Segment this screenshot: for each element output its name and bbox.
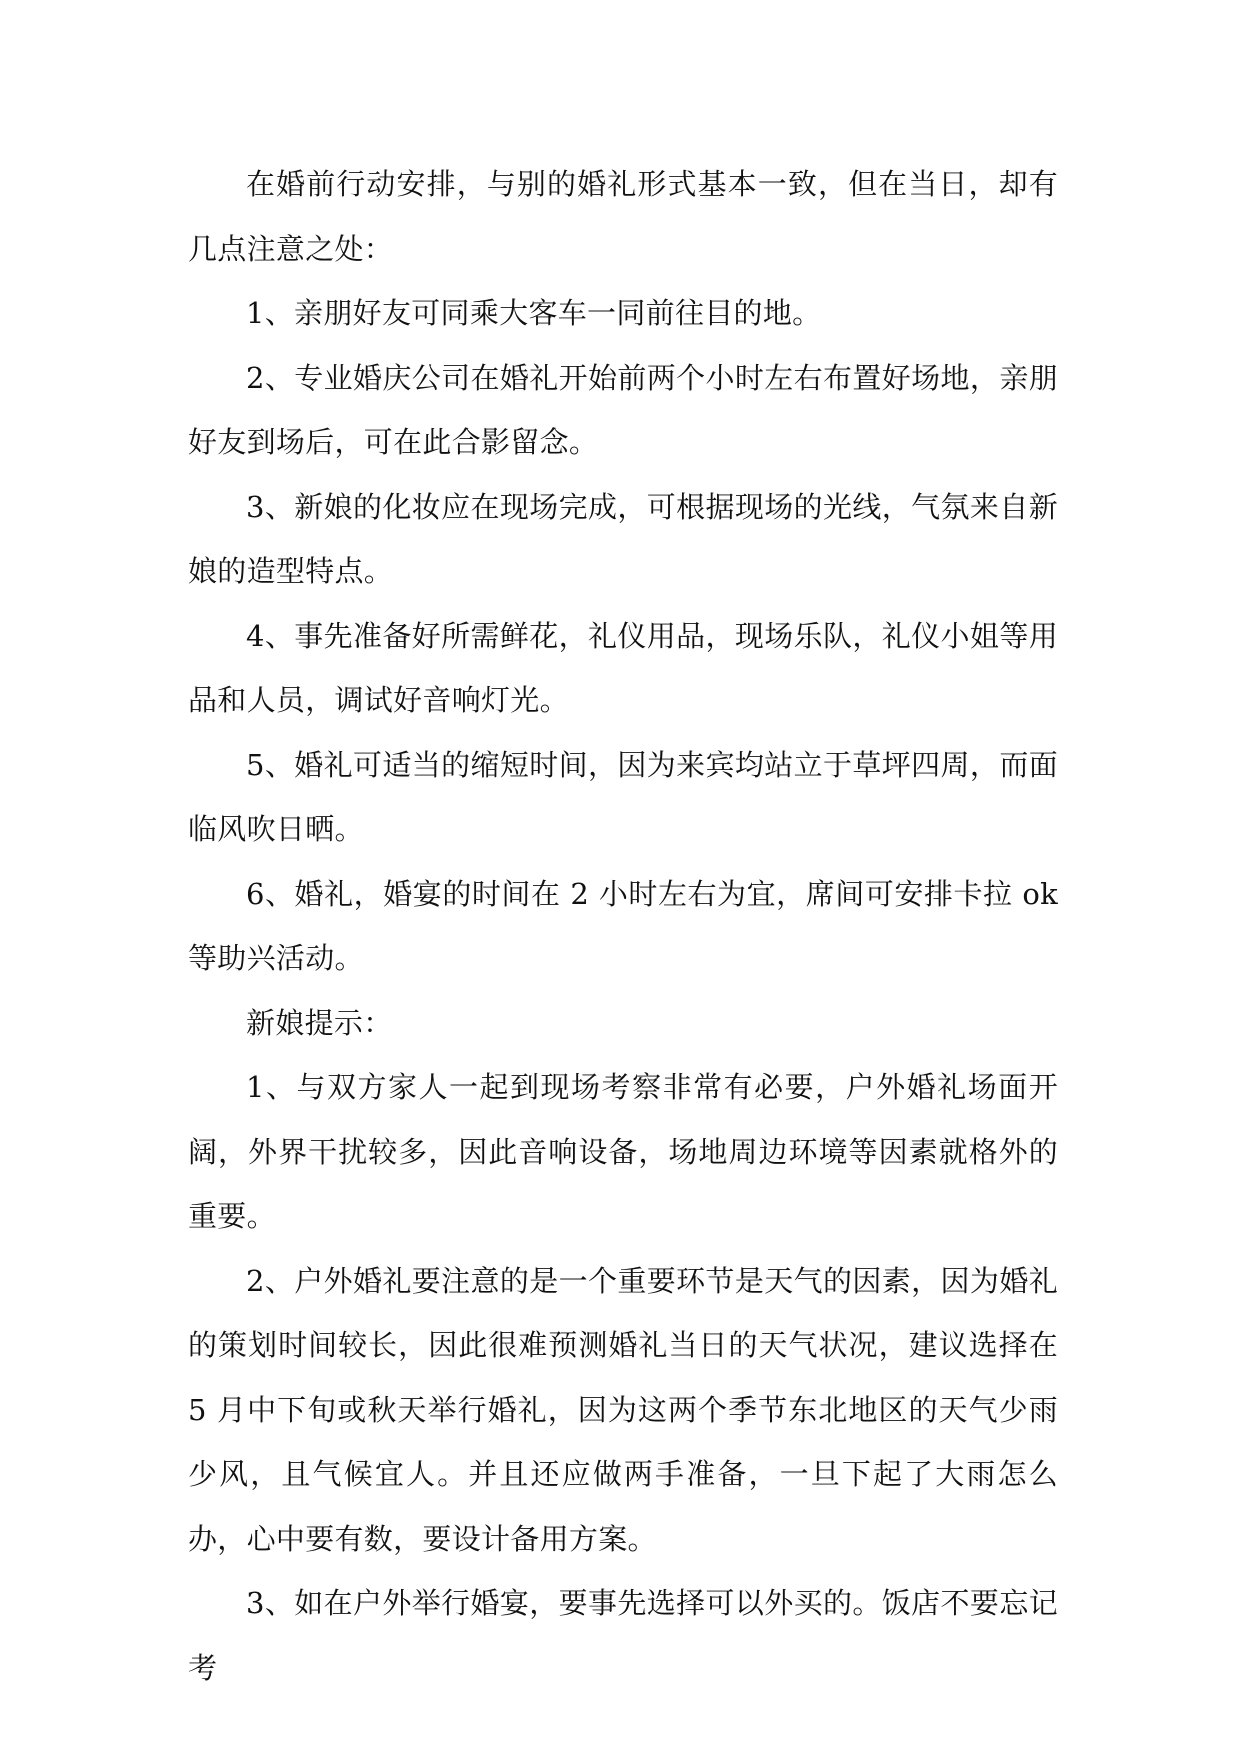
paragraph-item-4: 4、事先准备好所需鲜花，礼仪用品，现场乐队，礼仪小姐等用品和人员，调试好音响灯光。: [188, 618, 1058, 717]
paragraph-item-1: 1、亲朋好友可同乘大客车一同前往目的地。: [246, 296, 822, 330]
section-heading-bride-tips: 新娘提示：: [246, 1005, 393, 1040]
paragraph-item-5: 5、婚礼可适当的缩短时间，因为来宾均站立于草坪四周，而面临风吹日晒。: [188, 747, 1058, 846]
paragraph-item-3: 3、新娘的化妆应在现场完成，可根据现场的光线，气氛来自新娘的造型特点。: [188, 489, 1058, 588]
tip-item-2: 2、户外婚礼要注意的是一个重要环节是天气的因素，因为婚礼的策划时间较长，因此很难预测婚礼当日的天气状况，建议选择在 5 月中下旬或秋天举行婚礼，因为这两个季节东北地区的天气少雨少风，且气候宜人。并且还应做两手准备，一旦下起了大雨怎么办，心中要有数，要设计备用方案。: [188, 1263, 1058, 1556]
paragraph-item-2: 2、专业婚庆公司在婚礼开始前两个小时左右布置好场地，亲朋好友到场后，可在此合影留念。: [188, 360, 1058, 459]
document-body: [188, 152, 1058, 1700]
tip-item-1: 1、与双方家人一起到现场考察非常有必要，户外婚礼场面开阔，外界干扰较多，因此音响设备，场地周边环境等因素就格外的重要。: [188, 1070, 1058, 1233]
paragraph-intro: 在婚前行动安排，与别的婚礼形式基本一致，但在当日，却有几点注意之处：: [188, 167, 1058, 266]
paragraph-item-6: 6、婚礼，婚宴的时间在 2 小时左右为宜，席间可安排卡拉 ok 等助兴活动。: [188, 876, 1058, 975]
tip-item-3: 3、如在户外举行婚宴，要事先选择可以外买的。饭店不要忘记考: [188, 1586, 1058, 1685]
